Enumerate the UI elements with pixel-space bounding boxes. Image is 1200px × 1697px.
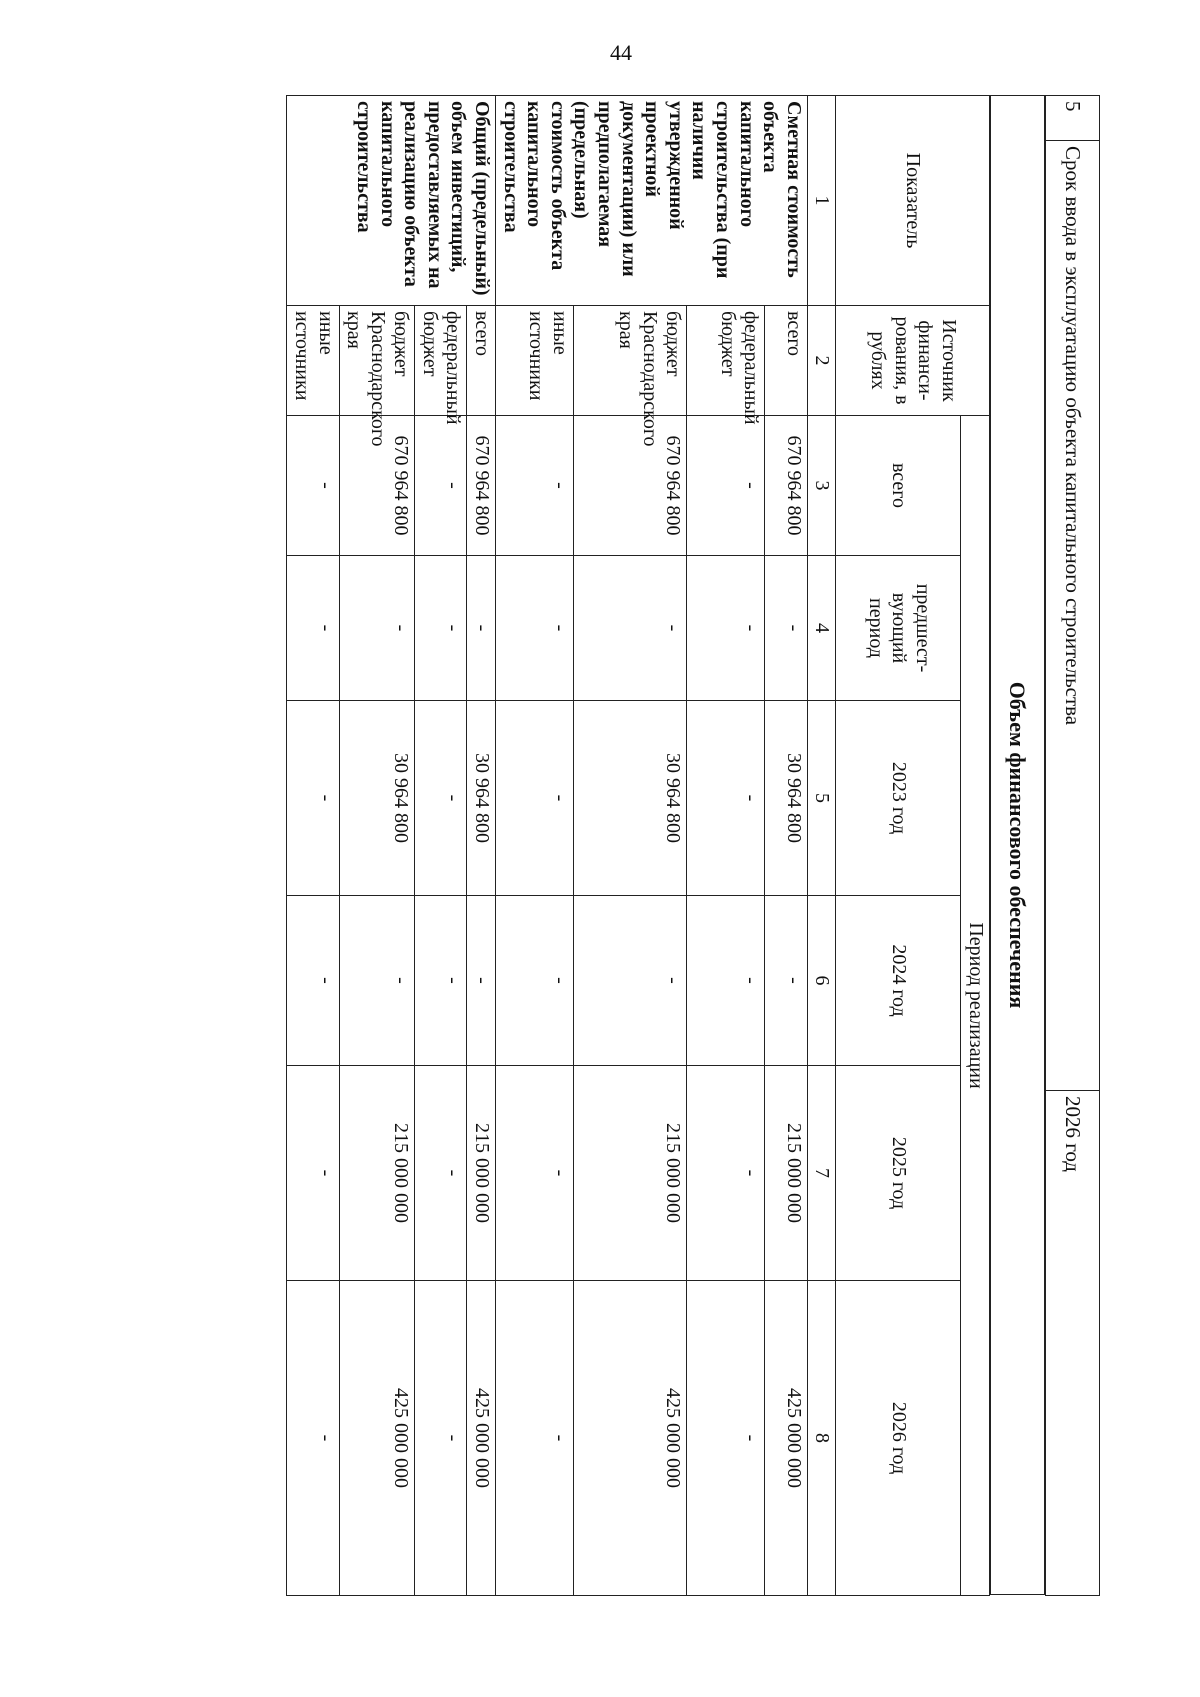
- value-cell: -: [287, 1281, 339, 1596]
- table-row: [287, 96, 339, 1596]
- header-prior: предшест- вующий период: [836, 556, 961, 701]
- value-cell: 425 000 000: [574, 1281, 687, 1596]
- header-period: Период реализации: [961, 416, 990, 1596]
- value-cell: -: [574, 556, 687, 701]
- source-cell: бюджет Краснодарского края: [339, 306, 415, 416]
- value-cell: 670 964 800: [574, 416, 687, 556]
- value-cell: -: [496, 1281, 574, 1596]
- value-cell: -: [415, 416, 467, 556]
- source-cell: федеральный бюджет: [687, 306, 765, 416]
- value-cell: 425 000 000: [467, 1281, 496, 1596]
- value-cell: -: [415, 556, 467, 701]
- col-number: 7: [807, 1066, 836, 1281]
- header-2025: 2025 год: [836, 1066, 961, 1281]
- table-row: [467, 96, 496, 1596]
- table-row: [765, 96, 808, 1596]
- header-source: Источник финанси- рования, в рублях: [836, 306, 990, 416]
- value-cell: 670 964 800: [765, 416, 808, 556]
- value-cell: -: [496, 701, 574, 896]
- table-row: [496, 96, 574, 1596]
- value-cell: 30 964 800: [765, 701, 808, 896]
- value-cell: -: [687, 896, 765, 1066]
- value-cell: 215 000 000: [467, 1066, 496, 1281]
- term-row: [1046, 96, 1100, 1596]
- source-cell: всего: [765, 306, 808, 416]
- value-cell: -: [287, 416, 339, 556]
- value-cell: -: [496, 416, 574, 556]
- value-cell: 30 964 800: [574, 701, 687, 896]
- value-cell: -: [415, 1281, 467, 1596]
- value-cell: -: [287, 896, 339, 1066]
- value-cell: -: [765, 896, 808, 1066]
- value-cell: -: [339, 556, 415, 701]
- source-cell: всего: [467, 306, 496, 416]
- value-cell: -: [496, 556, 574, 701]
- value-cell: 425 000 000: [339, 1281, 415, 1596]
- value-cell: -: [687, 1281, 765, 1596]
- column-numbers-row: [807, 96, 836, 1596]
- value-cell: 215 000 000: [574, 1066, 687, 1281]
- indicator-cell: Сметная стоимость объекта капитального строительства (при наличии утвержденной проектной документации) или предполагаемая (предельная) стоимость объекта капитального строительства: [496, 96, 808, 306]
- source-cell: иные источники: [496, 306, 574, 416]
- value-cell: -: [765, 556, 808, 701]
- table-row: [574, 96, 687, 1596]
- value-cell: 215 000 000: [765, 1066, 808, 1281]
- header-total: всего: [836, 416, 961, 556]
- value-cell: 425 000 000: [765, 1281, 808, 1596]
- value-cell: 215 000 000: [339, 1066, 415, 1281]
- col-number: 2: [807, 306, 836, 416]
- term-table: [1045, 95, 1100, 1596]
- section-title-table: [990, 95, 1045, 1595]
- header-row-1: [961, 96, 990, 1596]
- col-number: 5: [807, 701, 836, 896]
- value-cell: -: [415, 701, 467, 896]
- rotated-page: [90, 95, 1100, 1595]
- section-title: Объем финансового обеспечения: [991, 96, 1045, 1595]
- term-row-value: 2026 год: [1046, 1091, 1100, 1596]
- value-cell: -: [496, 896, 574, 1066]
- col-number: 8: [807, 1281, 836, 1596]
- table-row: [339, 96, 415, 1596]
- header-2024: 2024 год: [836, 896, 961, 1066]
- value-cell: -: [687, 701, 765, 896]
- col-number: 3: [807, 416, 836, 556]
- table-row: [415, 96, 467, 1596]
- source-cell: бюджет Краснодарского края: [574, 306, 687, 416]
- indicator-cell: Общий (предельный) объем инвестиций, предоставляемых на реализацию объекта капитального строительства: [287, 96, 496, 306]
- value-cell: -: [574, 896, 687, 1066]
- value-cell: 670 964 800: [467, 416, 496, 556]
- table-row: [687, 96, 765, 1596]
- value-cell: 30 964 800: [339, 701, 415, 896]
- value-cell: -: [339, 896, 415, 1066]
- header-indicator: Показатель: [836, 96, 990, 306]
- term-row-label: Срок ввода в эксплуатацию объекта капитального строительства: [1046, 141, 1100, 1091]
- value-cell: -: [687, 416, 765, 556]
- value-cell: -: [287, 701, 339, 896]
- value-cell: -: [687, 1066, 765, 1281]
- financing-table: [286, 95, 990, 1596]
- term-row-number: 5: [1046, 96, 1100, 141]
- page-number: 44: [610, 40, 632, 65]
- col-number: 6: [807, 896, 836, 1066]
- value-cell: -: [287, 1066, 339, 1281]
- value-cell: -: [467, 556, 496, 701]
- header-2026: 2026 год: [836, 1281, 961, 1596]
- col-number: 4: [807, 556, 836, 701]
- value-cell: -: [687, 556, 765, 701]
- source-cell: иные источники: [287, 306, 339, 416]
- source-cell: федеральный бюджет: [415, 306, 467, 416]
- value-cell: 30 964 800: [467, 701, 496, 896]
- value-cell: -: [415, 896, 467, 1066]
- value-cell: 670 964 800: [339, 416, 415, 556]
- value-cell: -: [496, 1066, 574, 1281]
- header-2023: 2023 год: [836, 701, 961, 896]
- value-cell: -: [415, 1066, 467, 1281]
- col-number: 1: [807, 96, 836, 306]
- value-cell: -: [467, 896, 496, 1066]
- value-cell: -: [287, 556, 339, 701]
